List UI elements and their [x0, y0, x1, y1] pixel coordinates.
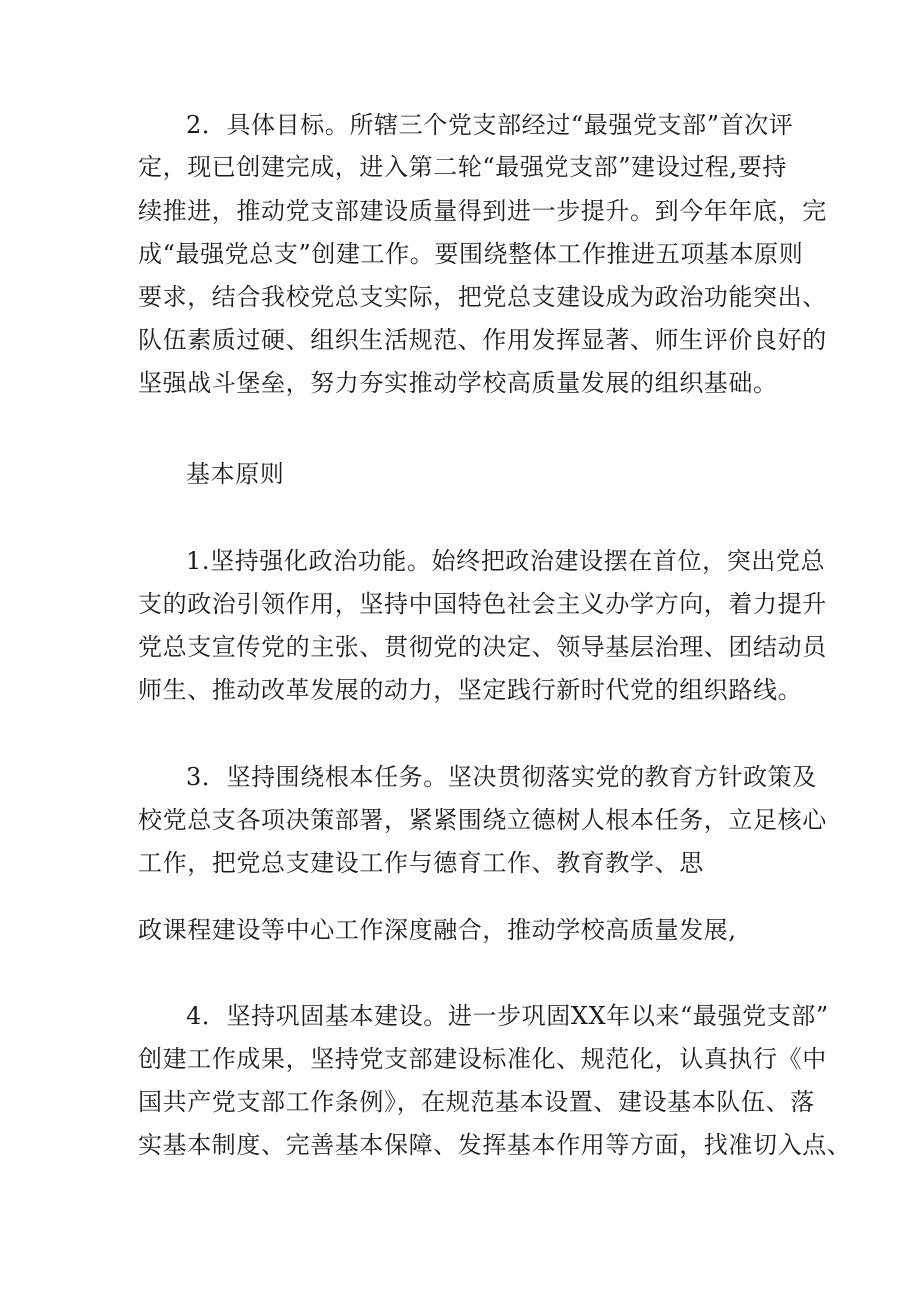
text-line: 校党总支各项决策部署，紧紧围绕立德树人根本任务，立足核心 [138, 806, 827, 834]
text-line: 1.坚持强化政治功能。始终把政治建设摆在首位，突出党总 [186, 547, 826, 575]
text-line: 实基本制度、完善基本保障、发挥基本作用等方面，找准切入点、 [138, 1131, 852, 1159]
text-line: 坚强战斗堡垒，努力夯实推动学校高质量发展的组织基础。 [138, 369, 778, 397]
text-line: 支的政治引领作用，坚持中国特色社会主义办学方向，着力提升 [138, 590, 827, 618]
text-line: 队伍素质过硬、组织生活规范、作用发挥显著、师生评价良好的 [138, 326, 827, 354]
text-line: 2．具体目标。所辖三个党支部经过“最强党支部”首次评 [186, 111, 794, 139]
text-line: 续推进，推动党支部建设质量得到进一步提升。到今年年底，完 [138, 197, 827, 225]
section-heading-principles: 基本原则 [186, 460, 285, 488]
text-line: 4．坚持巩固基本建设。进一步巩固XX年以来“最强党支部” [186, 1002, 829, 1030]
text-line: 政课程建设等中心工作深度融合，推动学校高质量发展, [138, 916, 737, 944]
text-line: 工作，把党总支建设工作与德育工作、教育教学、思 [138, 849, 704, 877]
text-line: 成“最强党总支”创建工作。要围绕整体工作推进五项基本原则 [138, 240, 804, 268]
text-line: 师生、推动改革发展的动力，坚定践行新时代党的组织路线。 [138, 676, 803, 704]
text-line: 定，现已创建完成，进入第二轮“最强党支部”建设过程,要持 [138, 153, 787, 181]
text-line: 国共产党支部工作条例》，在规范基本设置、建设基本队伍、落 [138, 1088, 815, 1116]
text-line: 要求，结合我校党总支实际，把党总支建设成为政治功能突出、 [138, 283, 827, 311]
text-line: 3．坚持围绕根本任务。坚决贯彻落实党的教育方针政策及 [186, 763, 817, 791]
text-line: 党总支宣传党的主张、贯彻党的决定、领导基层治理、团结动员 [138, 633, 827, 661]
text-line: 创建工作成果，坚持党支部建设标准化、规范化，认真执行《中 [138, 1045, 827, 1073]
